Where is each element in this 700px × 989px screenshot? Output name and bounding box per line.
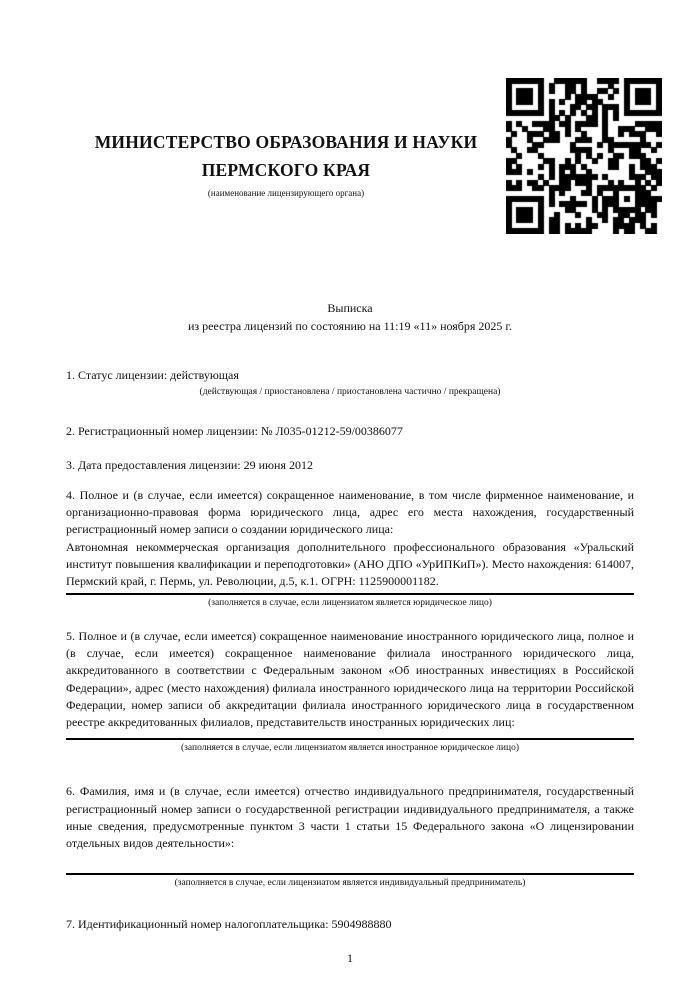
legal-entity-note: (заполняется в случае, если лицензиатом является юридическое лицо) <box>208 597 492 608</box>
document-title: Выписка <box>327 301 373 315</box>
ministry-name-line1: МИНИСТЕРСТВО ОБРАЗОВАНИЯ И НАУКИ <box>94 132 478 152</box>
legal-entity-underline <box>66 593 634 595</box>
legal-entity-item <box>66 487 634 610</box>
licensing-authority-caption: (наименование лицензирующего органа) <box>207 188 365 198</box>
page-number: 1 <box>347 950 353 965</box>
individual-entrepreneur-question: 6. Фамилия, имя и (в случае, если имеется) отчество индивидуального предпринимателя, государственный регистрационный номер записи о государственной регистрации индивидуального предпринимателя, а также иные сведения, предусмотренные пунктом 3 части 1 статьи 15 Федерального закона «О лицензировании отдельных видов деятельности»: <box>66 784 634 851</box>
legal-entity-question: 4. Полное и (в случае, если имеется) сокращенное наименование, в том числе фирменное наименование, и организационно-правовая форма юридического лица, адрес его места нахождения, государственный регистрационный номер записи о создании юридического лица: <box>66 487 634 537</box>
qr-code <box>506 78 662 234</box>
license-status-options-note: (действующая / приостановлена / приостановлена частично / прекращена) <box>199 387 501 398</box>
registration-number-text: 2. Регистрационный номер лицензии: № Л035-01212-59/00386077 <box>66 424 403 439</box>
document-header <box>0 0 700 234</box>
document-body <box>0 367 700 967</box>
individual-entrepreneur-note: (заполняется в случае, если лицензиатом является индивидуальный предприниматель) <box>174 877 526 888</box>
licensing-authority-block <box>66 112 506 200</box>
taxpayer-id-text: 7. Идентификационный номер налогоплательщика: 5904988880 <box>66 916 392 931</box>
registration-number-item <box>66 423 634 440</box>
foreign-entity-item <box>66 628 634 756</box>
ministry-name-line2: ПЕРМСКОГО КРАЯ <box>201 160 371 180</box>
legal-entity-value: Автономная некоммерческая организация дополнительного профессионального образования «Уральский институт повышения квалификации и переподготовки» (АНО ДПО «УрИПКиП»). Место нахождения: 614007, Пермский край, г. Пермь, ул. Революции, д.5, к.1. ОГРН: 1125900001182. <box>66 539 634 589</box>
license-grant-date-item <box>66 457 634 474</box>
individual-entrepreneur-item <box>66 783 634 889</box>
license-grant-date-text: 3. Дата предоставления лицензии: 29 июня 2012 <box>66 457 313 472</box>
individual-entrepreneur-underline <box>66 873 634 875</box>
foreign-entity-underline <box>66 738 634 740</box>
license-status-text: 1. Статус лицензии: действующая <box>66 368 239 382</box>
document-title-block <box>0 300 700 335</box>
foreign-entity-note: (заполняется в случае, если лицензиатом является иностранное юридическое лицо) <box>181 743 519 754</box>
license-status-item <box>66 367 634 399</box>
foreign-entity-question: 5. Полное и (в случае, если имеется) сокращенное наименование иностранного юридического лица, полное и (в случае, если имеется) сокращенное наименование филиала иностранного юридического лица, аккредитованного в соответствии с Федеральным законом «Об иностранных инвестициях в Российской Федерации», адрес (место нахождения) филиала иностранного юридического лица на территории Российской Федерации, номер записи об аккредитации филиала иностранного юридического лица в государственном реестре аккредитованных филиалов, представительств иностранных юридических лиц: <box>66 628 634 730</box>
taxpayer-id-item <box>66 916 634 933</box>
document-subtitle: из реестра лицензий по состоянию на 11:19 «11» ноября 2025 г. <box>188 318 512 333</box>
